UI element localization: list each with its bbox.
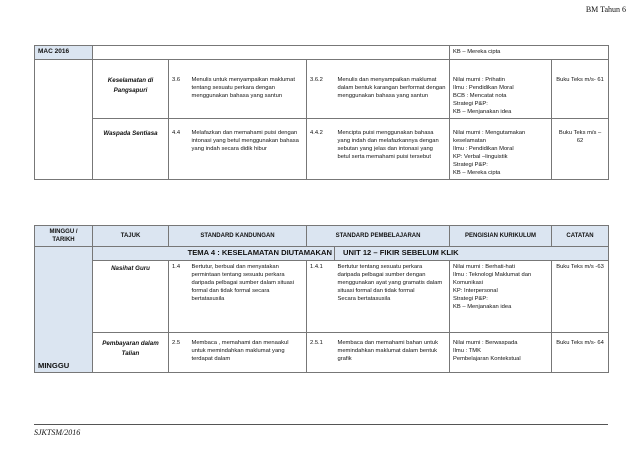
pk-cell: Nilai murni : Berhati-hati Ilmu : Teknologi Maklumat dan Komunikasi KP: Interpersonal Strategi P&P: KB – Menjanakan idea <box>450 261 552 333</box>
catatan-cell: Buku Teks m/s- 61 <box>552 60 609 119</box>
sp-text: Mencipta puisi menggunakan bahasa yang indah dan melafazkannya dengan sebutan yang jelas dan intonasi yang betul serta memahami puisi tersebut <box>335 119 450 180</box>
sp-number: 3.6.2 <box>307 60 335 119</box>
catatan-cell: Buku Teks m/s- 64 <box>552 333 609 373</box>
sk-text: Melafazkan dan memahami puisi dengan intonasi yang betul menggunakan bahasa yang indah secara didik hibur <box>189 119 307 180</box>
pk-cell: Nilai murni : Berwaspada Ilmu : TMK Pembelajaran Kontekstual <box>450 333 552 373</box>
bottom-table <box>34 225 609 373</box>
header-minggu: MINGGU / TARIKH <box>35 226 93 247</box>
sp-number: 2.5.1 <box>307 333 335 373</box>
header-standard-kandungan: STANDARD KANDUNGAN <box>169 226 307 247</box>
unit-title: UNIT 12 – FIKIR SEBELUM KLIK <box>335 247 609 261</box>
week-cell: MINGGU <box>35 247 93 373</box>
tajuk-cell: Keselamatan di Pangsapuri <box>93 60 169 119</box>
header-pengisian-kurikulum: PENGISIAN KURIKULUM <box>450 226 552 247</box>
header-catatan: CATATAN <box>552 226 609 247</box>
header-tajuk: TAJUK <box>93 226 169 247</box>
sk-text: Bertutur, berbual dan menyatakan permintaan tentang sesuatu perkara daripada pelbagai sumber dalam situasi formal dan tidak formal secara bertatasusila <box>189 261 307 333</box>
sp-text: Menulis dan menyampaikan maklumat dalam bentuk karangan berformat dengan menggunakan bahasa yang santun <box>335 60 450 119</box>
sk-text: Menulis untuk menyampaikan maklumat tentang sesuatu perkara dengan menggunakan bahasa yang santun <box>189 60 307 119</box>
sk-number: 3.6 <box>169 60 189 119</box>
week-cell: MAC 2016 <box>35 46 93 60</box>
tajuk-cell: Pembayaran dalam Talian <box>93 333 169 373</box>
footer-text: SJKTSM/2016 <box>34 428 81 437</box>
sp-number: 1.4.1 <box>307 261 335 333</box>
footer-divider <box>34 424 608 425</box>
pk-cell: Nilai murni : Prihatin Ilmu : Pendidikan Moral BCB : Mencatat nota Strategi P&P: KB – Menjanakan idea <box>450 60 552 119</box>
header-standard-pembelajaran: STANDARD PEMBELAJARAN <box>307 226 450 247</box>
note-cell: KB – Mereka cipta <box>450 46 552 60</box>
week-blank <box>35 60 93 180</box>
sk-text: Membaca , memahami dan menaakul untuk memindahkan maklumat yang terdapat dalam <box>189 333 307 373</box>
catatan-cell: Buku Teks m/s -63 <box>552 261 609 333</box>
sp-text: Membaca dan memahami bahan untuk memindahkan maklumat dalam bentuk grafik <box>335 333 450 373</box>
sk-number: 2.5 <box>169 333 189 373</box>
empty-cell <box>93 46 450 60</box>
page-label: BM Tahun 6 <box>585 5 626 14</box>
sp-text: Bertutur tentang sesuatu perkara daripada pelbagai sumber dengan menggunakan ayat yang gramatis dalam situasi formal dan tidak formal Secara bertatasusila <box>335 261 450 333</box>
sp-number: 4.4.2 <box>307 119 335 180</box>
sk-number: 4.4 <box>169 119 189 180</box>
tajuk-cell: Waspada Sentiasa <box>93 119 169 180</box>
tajuk-cell: Nasihat Guru <box>93 261 169 333</box>
top-table <box>34 45 609 180</box>
sk-number: 1.4 <box>169 261 189 333</box>
tema-title: TEMA 4 : KESELAMATAN DIUTAMAKAN <box>93 247 335 261</box>
empty-cell <box>552 46 609 60</box>
catatan-cell: Buku Teks m/s – 62 <box>552 119 609 180</box>
pk-cell: Nilai murni : Mengutamakan keselamatan Ilmu : Pendidikan Moral KP: Verbal –linguistik Strategi P&P: KB – Mereka cipta <box>450 119 552 180</box>
